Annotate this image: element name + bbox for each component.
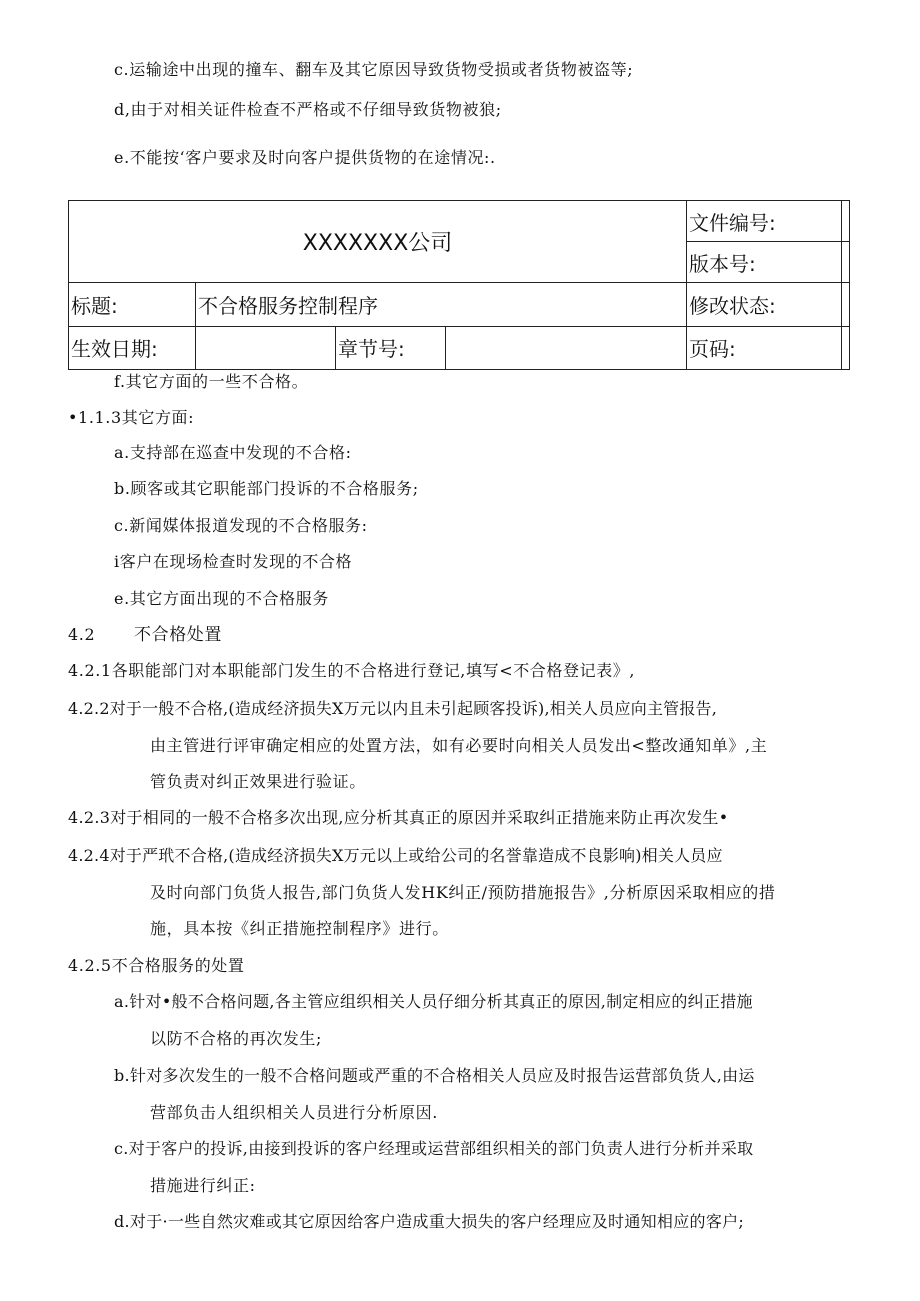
version-label: 版本号: — [687, 242, 842, 283]
list-item: c.新闻媒体报道发现的不合格服务: — [114, 516, 368, 535]
list-item: a.支持部在巡查中发现的不合格: — [114, 443, 352, 462]
text-line: f.其它方面的一些不合格。 — [114, 372, 309, 391]
list-item-continued: 施，具本按《纠正措施控制程序》进行。 — [150, 919, 449, 938]
list-item: c.对于客户的投诉,由接到投诉的客户经理或运营部组织相关的部门负责人进行分析并采取 — [114, 1139, 754, 1158]
revision-value — [842, 283, 850, 326]
list-item-continued: 营部负击人组织相关人员进行分析原因. — [150, 1103, 438, 1122]
list-item-continued: 措施进行纠正: — [150, 1176, 256, 1195]
list-item: e.其它方面出现的不合格服务 — [114, 589, 329, 608]
file-no-label: 文件编号: — [687, 201, 842, 242]
version-value — [842, 242, 850, 283]
list-item: b.针对多次发生的一般不合格问题或严重的不合格相关人员应及时报告运营部负货人,由运 — [114, 1066, 755, 1085]
list-item: d.对于·一些自然灾难或其它原因给客户造成重大损失的客户经理应及时通知相应的客户; — [114, 1212, 745, 1231]
list-item-continued: 以防不合格的再次发生; — [150, 1029, 322, 1048]
document-header-table — [68, 200, 850, 370]
list-item: 4.2.1各职能部门对本职能部门发生的不合格进行登记,填写<不合格登记表》, — [68, 661, 636, 680]
list-item: a.针对•般不合格问题,各主管应组织相关人员仔细分析其真正的原因,制定相应的纠正措施 — [114, 992, 753, 1011]
section-heading: •1.1.3其它方面: — [68, 408, 195, 427]
list-item: 4.2.4对于严玳不合格,(造成经济损失X万元以上或给公司的名誉靠造成不良影响)相关人员应 — [68, 846, 723, 865]
list-item-continued: 由主管进行评审确定相应的处置方法，如有必要时向相关人员发出<整改通知单》,主 — [150, 736, 768, 755]
company-name: XXXXXXX公司 — [69, 201, 687, 283]
list-item: 4.2.5不合格服务的处置 — [68, 956, 245, 975]
section-number: 4.2 — [68, 625, 96, 644]
section-title: 不合格处置 — [134, 625, 222, 645]
revision-label: 修改状态: — [687, 283, 842, 326]
effective-date-value — [196, 326, 336, 369]
chapter-label: 章节号: — [336, 326, 446, 369]
chapter-value — [446, 326, 687, 369]
page-value — [842, 326, 850, 369]
list-item: 4.2.2对于一般不合格,(造成经济损失X万元以内且未引起顾客投诉),相关人员应向主管报告, — [68, 699, 718, 718]
text-line: e.不能按‘客户要求及时向客户提供货物的在途情况:. — [114, 148, 496, 167]
effective-date-label: 生效日期: — [69, 326, 196, 369]
list-item: i客户在现场检查时发现的不合格 — [114, 552, 353, 571]
page-label: 页码: — [687, 326, 842, 369]
title-value: 不合格服务控制程序 — [196, 283, 687, 326]
file-no-value — [842, 201, 850, 242]
title-label: 标题: — [69, 283, 196, 326]
text-line: d,由于对相关证件检查不严格或不仔细导致货物被狼; — [114, 100, 502, 119]
list-item-continued: 及时向部门负货人报告,部门负货人发HK纠正/预防措施报告》,分析原因采取相应的措 — [150, 883, 776, 902]
list-item: 4.2.3对于相同的一般不合格多次出现,应分析其真正的原因并采取纠正措施来防止再次发生• — [68, 808, 729, 827]
list-item-continued: 管负责对纠正效果进行验证。 — [150, 772, 366, 791]
text-line: c.运输途中出现的撞车、翻车及其它原因导致货物受损或者货物被盗等; — [114, 60, 634, 79]
list-item: b.顾客或其它职能部门投诉的不合格服务; — [114, 479, 419, 498]
